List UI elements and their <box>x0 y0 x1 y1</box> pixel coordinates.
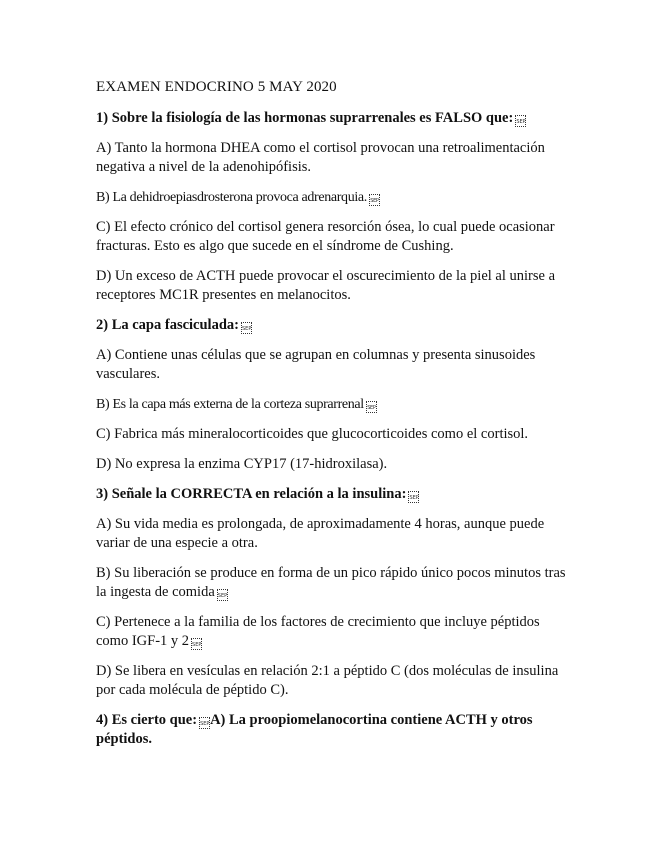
question-4-heading-continuation: A) La proopiomelanocortina contiene ACTH y otros péptidos. <box>96 712 533 747</box>
question-3-option-c-text: C) Pertenece a la familia de los factores de crecimiento que incluye péptidos como IGF-1 y 2 <box>96 614 540 649</box>
question-3-option-b-text: B) Su liberación se produce en forma de un pico rápido único pocos minutos tras la ingesta de comida <box>96 565 566 600</box>
question-2-option-d: D) No expresa la enzima CYP17 (17-hidroxilasa). <box>96 456 388 472</box>
sep-control-char-icon <box>369 194 380 206</box>
question-2-option-a: A) Contiene unas células que se agrupan en columnas y presenta sinusoides vasculares. <box>96 347 536 382</box>
sep-control-char-icon <box>199 717 210 729</box>
sep-control-char-icon <box>217 589 228 601</box>
question-3-option-c <box>96 613 566 651</box>
question-1-heading <box>96 109 566 128</box>
question-4-heading <box>96 711 566 749</box>
question-2-option-c: C) Fabrica más mineralocorticoides que glucocorticoides como el cortisol. <box>96 426 529 442</box>
question-2-heading <box>96 316 566 335</box>
question-1-option-b <box>96 188 566 207</box>
exam-title: EXAMEN ENDOCRINO 5 MAY 2020 <box>96 79 337 95</box>
sep-control-char-icon <box>408 491 419 503</box>
question-3-option-d: D) Se libera en vesículas en relación 2:1 a péptido C (dos moléculas de insulina por cada molécula de péptido C). <box>96 663 559 698</box>
question-1-text: 1) Sobre la fisiología de las hormonas suprarrenales es FALSO que: <box>96 110 514 126</box>
question-2-option-b <box>96 395 566 414</box>
question-3-text: 3) Señale la CORRECTA en relación a la insulina: <box>96 486 407 502</box>
sep-control-char-icon <box>515 115 526 127</box>
sep-control-char-icon <box>241 322 252 334</box>
sep-control-char-icon <box>191 638 202 650</box>
question-1-option-d: D) Un exceso de ACTH puede provocar el oscurecimiento de la piel al unirse a receptores MC1R presentes en melanocitos. <box>96 268 556 303</box>
question-1-option-a: A) Tanto la hormona DHEA como el cortisol provocan una retroalimentación negativa a nivel de la adenohipófisis. <box>96 140 545 175</box>
exam-page <box>96 78 566 760</box>
question-1-option-c: C) El efecto crónico del cortisol genera resorción ósea, lo cual puede ocasionar fracturas. Esto es algo que sucede en el síndrome de Cushing. <box>96 219 555 254</box>
question-3-heading <box>96 485 566 504</box>
question-1-option-b-text: B) La dehidroepiasdrosterona provoca adrenarquia. <box>96 190 367 205</box>
question-2-text: 2) La capa fasciculada: <box>96 317 239 333</box>
question-3-option-a: A) Su vida media es prolongada, de aproximadamente 4 horas, aunque puede variar de una especie a otra. <box>96 516 545 551</box>
question-2-option-b-text: B) Es la capa más externa de la corteza suprarrenal <box>96 397 364 412</box>
sep-control-char-icon <box>366 401 377 413</box>
question-3-option-b <box>96 564 566 602</box>
question-4-text: 4) Es cierto que: <box>96 712 198 728</box>
